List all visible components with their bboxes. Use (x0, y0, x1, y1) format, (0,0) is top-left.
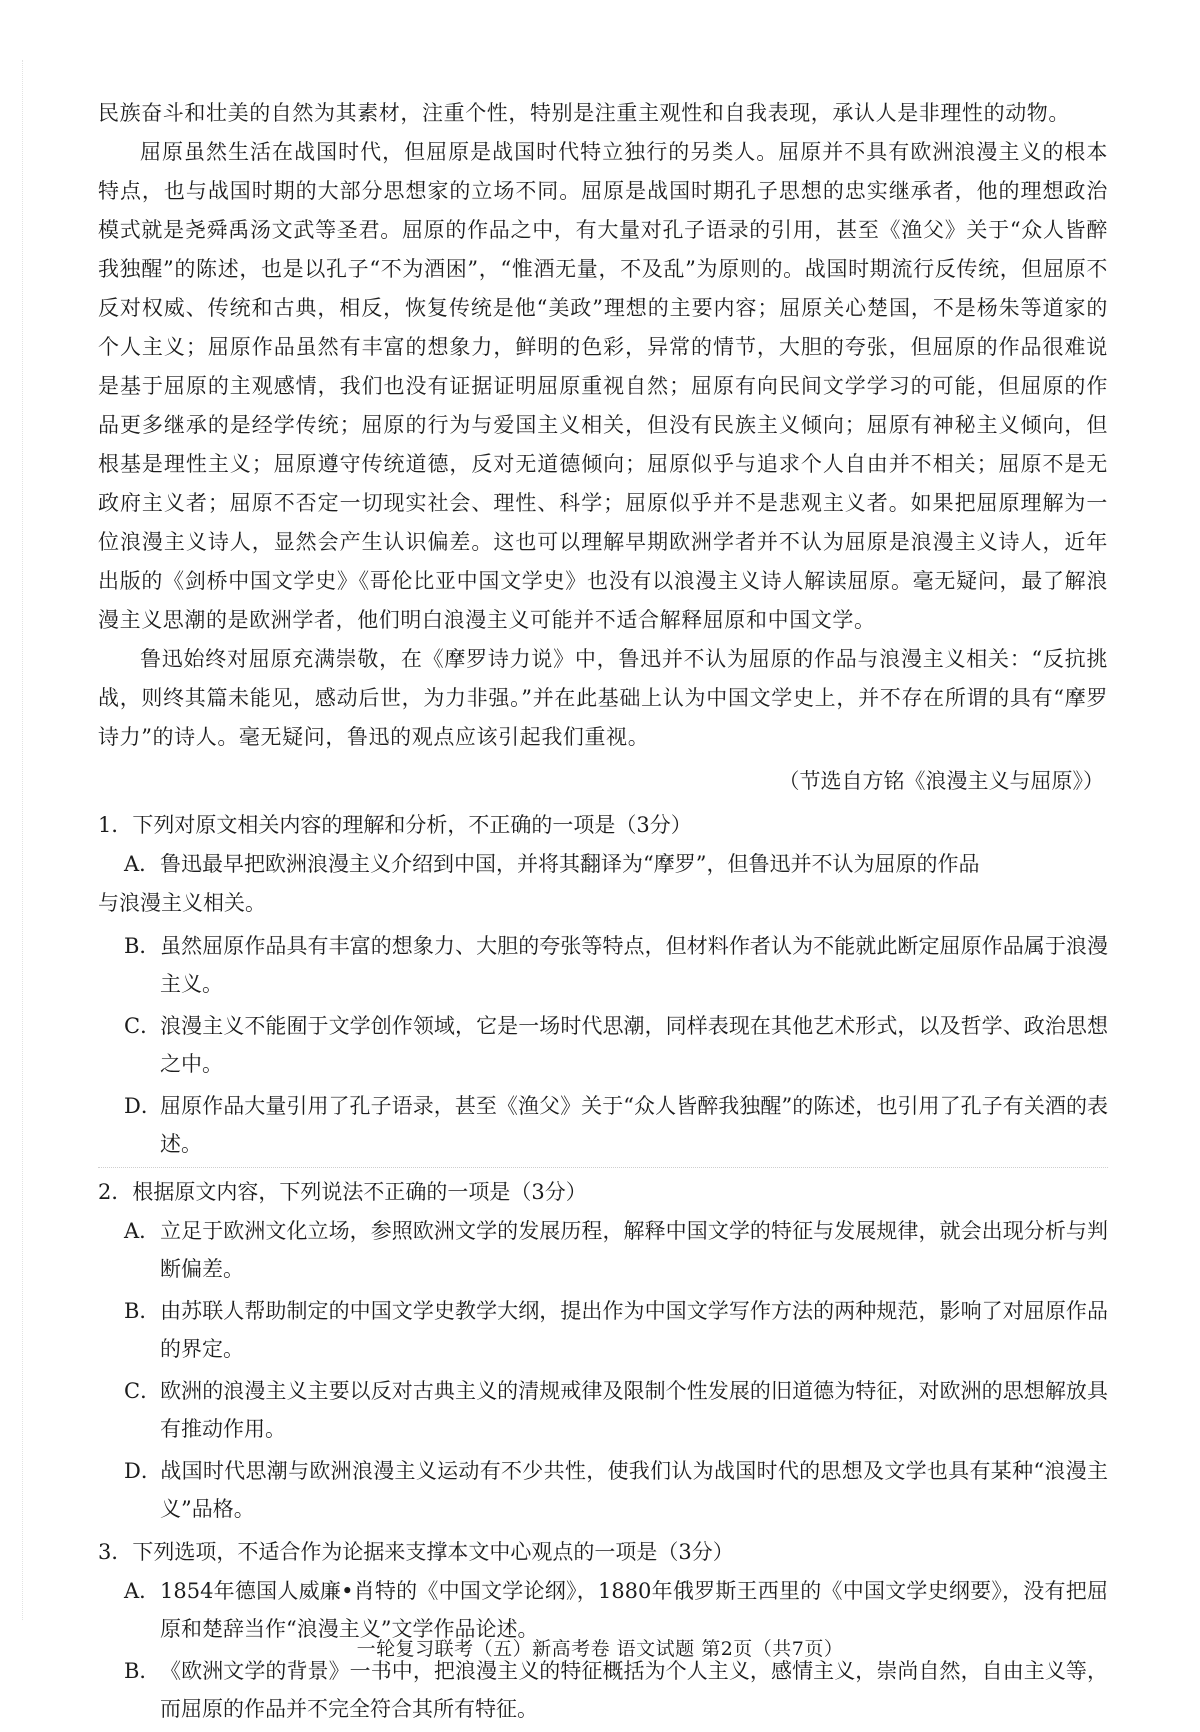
option-text: 战国时代思潮与欧洲浪漫主义运动有不少共性，使我们认为战国时代的思想及文学也具有某种“浪漫主义”品格。 (160, 1459, 1108, 1521)
question-2-option-b (98, 1292, 1108, 1368)
question-1-option-a-continuation: 与浪漫主义相关。 (98, 891, 266, 915)
passage-source: （节选自方铭《浪漫主义与屈原》） (778, 769, 1104, 793)
question-1 (98, 805, 1108, 1163)
question-1-option-b (98, 927, 1108, 1003)
question-2-option-d (98, 1452, 1108, 1528)
passage-continuation: 民族奋斗和壮美的自然为其素材，注重个性，特别是注重主观性和自我表现，承认人是非理性的动物。 (98, 101, 1070, 125)
question-2 (98, 1172, 1108, 1528)
option-letter: C． (124, 1014, 162, 1038)
option-text: 鲁迅最早把欧洲浪漫主义介绍到中国，并将其翻译为“摩罗”，但鲁迅并不认为屈原的作品 (160, 852, 980, 876)
option-text: 屈原作品大量引用了孔子语录，甚至《渔父》关于“众人皆醉我独醒”的陈述，也引用了孔子有关酒的表述。 (160, 1094, 1108, 1156)
option-letter: A． (124, 1579, 161, 1603)
option-text: 虽然屈原作品具有丰富的想象力、大胆的夸张等特点，但材料作者认为不能就此断定屈原作品属于浪漫主义。 (160, 934, 1108, 996)
option-letter: D． (124, 1094, 162, 1118)
question-3 (98, 1532, 1108, 1728)
question-1-option-a (98, 845, 1108, 883)
passage-paragraph-1: 屈原虽然生活在战国时代，但屈原是战国时代特立独行的另类人。屈原并不具有欧洲浪漫主义的根本特点，也与战国时期的大部分思想家的立场不同。屈原是战国时期孔子思想的忠实继承者，他的理想政治模式就是尧舜禹汤文武等圣君。屈原的作品之中，有大量对孔子语录的引用，甚至《渔父》关于“众人皆醉我独醒”的陈述，也是以孔子“不为酒困”，“惟酒无量，不及乱”为原则的。战国时期流行反传统，但屈原不反对权威、传统和古典，相反，恢复传统是他“美政”理想的主要内容；屈原关心楚国，不是杨朱等道家的个人主义；屈原作品虽然有丰富的想象力，鲜明的色彩，异常的情节，大胆的夸张，但屈原的作品很难说是基于屈原的主观感情，我们也没有证据证明屈原重视自然；屈原有向民间文学学习的可能，但屈原的作品更多继承的是经学传统；屈原的行为与爱国主义相关，但没有民族主义倾向；屈原有神秘主义倾向，但根基是理性主义；屈原遵守传统道德，反对无道德倾向；屈原似乎与追求个人自由并不相关；屈原不是无政府主义者；屈原不否定一切现实社会、理性、科学；屈原似乎并不是悲观主义者。如果把屈原理解为一位浪漫主义诗人，显然会产生认识偏差。这也可以理解早期欧洲学者并不认为屈原是浪漫主义诗人，近年出版的《剑桥中国文学史》《哥伦比亚中国文学史》也没有以浪漫主义诗人解读屈原。毫无疑问，最了解浪漫主义思潮的是欧洲学者，他们明白浪漫主义可能并不适合解释屈原和中国文学。 (98, 140, 1108, 632)
option-text: 欧洲的浪漫主义主要以反对古典主义的清规戒律及限制个性发展的旧道德为特征，对欧洲的思想解放具有推动作用。 (160, 1379, 1108, 1441)
question-2-option-c (98, 1372, 1108, 1448)
exam-page (98, 94, 1108, 1732)
question-2-stem: 2．根据原文内容，下列说法不正确的一项是（3分） (98, 1180, 587, 1204)
option-letter: B． (124, 1299, 161, 1323)
option-letter: D． (124, 1459, 162, 1483)
question-3-stem: 3．下列选项，不适合作为论据来支撑本文中心观点的一项是（3分） (98, 1540, 734, 1564)
question-2-option-a (98, 1212, 1108, 1288)
option-letter: A． (124, 852, 161, 876)
reading-passage (98, 94, 1108, 757)
option-text: 《欧洲文学的背景》一书中，把浪漫主义的特征概括为个人主义，感情主义，崇尚自然，自由主义等，而屈原的作品并不完全符合其所有特征。 (160, 1659, 1108, 1721)
option-text: 立足于欧洲文化立场，参照欧洲文学的发展历程，解释中国文学的特征与发展规律，就会出现分析与判断偏差。 (160, 1219, 1108, 1281)
question-1-option-c (98, 1007, 1108, 1083)
question-1-stem: 1．下列对原文相关内容的理解和分析，不正确的一项是（3分） (98, 813, 692, 837)
option-text: 由苏联人帮助制定的中国文学史教学大纲，提出作为中国文学写作方法的两种规范，影响了对屈原作品的界定。 (160, 1299, 1108, 1361)
page-footer: 一轮复习联考（五）新高考卷 语文试题 第2页（共7页） (356, 1638, 844, 1660)
option-letter: A． (124, 1219, 161, 1243)
option-text: 1854年德国人威廉•肖特的《中国文学论纲》，1880年俄罗斯王西里的《中国文学史纲要》，没有把屈原和楚辞当作“浪漫主义”文学作品论述。 (160, 1579, 1108, 1641)
question-3-option-b (98, 1652, 1108, 1728)
question-1-option-d (98, 1087, 1108, 1163)
dotted-separator (98, 1167, 1108, 1168)
passage-paragraph-2: 鲁迅始终对屈原充满崇敬，在《摩罗诗力说》中，鲁迅并不认为屈原的作品与浪漫主义相关：“反抗挑战，则终其篇未能见，感动后世，为力非强。”并在此基础上认为中国文学史上，并不存在所谓的具有“摩罗诗力”的诗人。毫无疑问，鲁迅的观点应该引起我们重视。 (98, 647, 1108, 749)
binding-margin-line (22, 60, 24, 1620)
option-text: 浪漫主义不能囿于文学创作领域，它是一场时代思潮，同样表现在其他艺术形式，以及哲学、政治思想之中。 (160, 1014, 1108, 1076)
option-letter: B． (124, 934, 161, 958)
option-letter: C． (124, 1379, 162, 1403)
option-letter: B． (124, 1659, 161, 1683)
